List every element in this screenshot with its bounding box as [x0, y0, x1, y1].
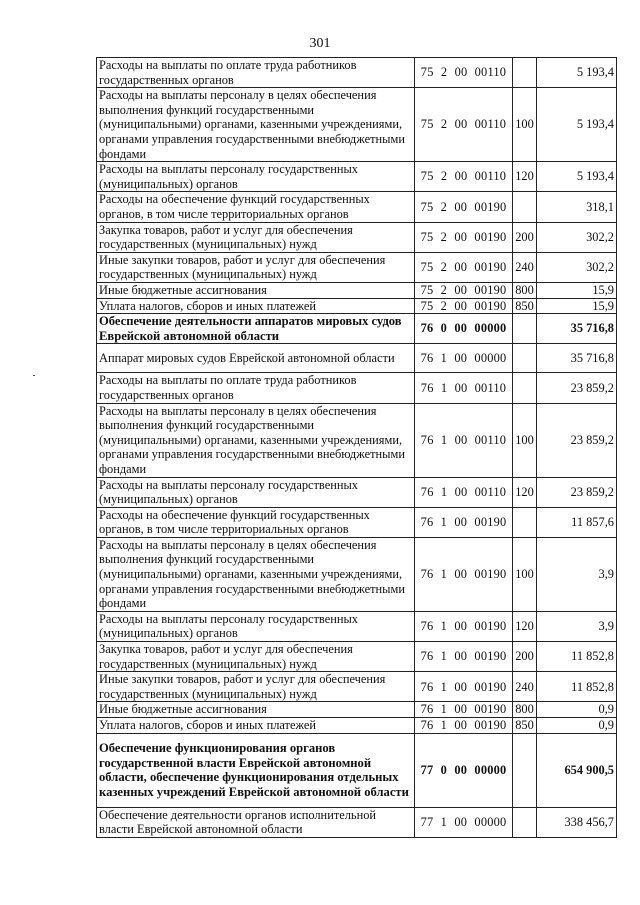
sum-cell: 5 193,4: [537, 162, 617, 192]
expense-type-cell: 100: [513, 403, 537, 477]
table-row: [97, 252, 617, 282]
name-cell: Расходы на выплаты персоналу в целях обеспечения выполнения функций государственными (муниципальными) органами, казенными учреждениями, органами управления государственными внебюджетными фондами: [97, 403, 415, 477]
expense-type-cell: 120: [513, 611, 537, 641]
sum-cell: 3,9: [537, 537, 617, 611]
sum-cell: 3,9: [537, 611, 617, 641]
code-cell: 76 1 00 00190: [415, 611, 513, 641]
expense-type-cell: [513, 192, 537, 222]
code-cell: 75 2 00 00190: [415, 252, 513, 282]
table-row: [97, 702, 617, 718]
code-cell: 75 2 00 00190: [415, 282, 513, 298]
code-cell: 76 1 00 00110: [415, 403, 513, 477]
scan-speck: [33, 375, 35, 376]
expense-type-cell: [513, 507, 537, 537]
code-cell: 76 1 00 00190: [415, 537, 513, 611]
name-cell: Уплата налогов, сборов и иных платежей: [97, 298, 415, 314]
name-cell: Расходы на выплаты по оплате труда работников государственных органов: [97, 373, 415, 403]
table-row: [97, 807, 617, 837]
sum-cell: 35 716,8: [537, 344, 617, 373]
expense-type-cell: [513, 344, 537, 373]
code-cell: 77 1 00 00000: [415, 807, 513, 837]
code-cell: 76 1 00 00190: [415, 642, 513, 672]
sum-cell: 35 716,8: [537, 314, 617, 344]
name-cell: Расходы на выплаты персоналу в целях обеспечения выполнения функций государственными (муниципальными) органами, казенными учреждениями, органами управления государственными внебюджетными фондами: [97, 88, 415, 162]
sum-cell: 15,9: [537, 282, 617, 298]
sum-cell: 23 859,2: [537, 403, 617, 477]
sum-cell: 23 859,2: [537, 477, 617, 507]
expense-type-cell: [513, 733, 537, 807]
expense-type-cell: 800: [513, 702, 537, 718]
code-cell: 75 2 00 00190: [415, 222, 513, 252]
sum-cell: 0,9: [537, 718, 617, 734]
table-row: [97, 88, 617, 162]
sum-cell: 15,9: [537, 298, 617, 314]
table-row: [97, 611, 617, 641]
table-row: [97, 507, 617, 537]
name-cell: Уплата налогов, сборов и иных платежей: [97, 718, 415, 734]
table-row: [97, 192, 617, 222]
sum-cell: 0,9: [537, 702, 617, 718]
name-cell: Закупка товаров, работ и услуг для обеспечения государственных (муниципальных) нужд: [97, 642, 415, 672]
expense-type-cell: 100: [513, 88, 537, 162]
expense-type-cell: 120: [513, 162, 537, 192]
table-row: [97, 58, 617, 88]
code-cell: 76 1 00 00000: [415, 344, 513, 373]
code-cell: 76 1 00 00190: [415, 672, 513, 702]
table-row: [97, 537, 617, 611]
name-cell: Расходы на выплаты персоналу в целях обеспечения выполнения функций государственными (муниципальными) органами, казенными учреждениями, органами управления государственными внебюджетными фондами: [97, 537, 415, 611]
expense-type-cell: 200: [513, 642, 537, 672]
table-row: [97, 373, 617, 403]
table-row: [97, 222, 617, 252]
table-row: [97, 344, 617, 373]
expense-type-cell: [513, 807, 537, 837]
code-cell: 75 2 00 00190: [415, 298, 513, 314]
sum-cell: 318,1: [537, 192, 617, 222]
expense-type-cell: 850: [513, 718, 537, 734]
expense-type-cell: 120: [513, 477, 537, 507]
name-cell: Обеспечение функционирования органов государственной власти Еврейской автономной области, обеспечение функционирования отдельных казенных учреждений Еврейской автономной области: [97, 733, 415, 807]
code-cell: 77 0 00 00000: [415, 733, 513, 807]
name-cell: Иные закупки товаров, работ и услуг для обеспечения государственных (муниципальных) нужд: [97, 252, 415, 282]
table-row: [97, 162, 617, 192]
code-cell: 76 1 00 00190: [415, 702, 513, 718]
name-cell: Иные бюджетные ассигнования: [97, 702, 415, 718]
sum-cell: 5 193,4: [537, 58, 617, 88]
name-cell: Расходы на выплаты по оплате труда работников государственных органов: [97, 58, 415, 88]
table-row: [97, 642, 617, 672]
table-row: [97, 282, 617, 298]
name-cell: Расходы на выплаты персоналу государственных (муниципальных) органов: [97, 477, 415, 507]
table-row: [97, 298, 617, 314]
expense-type-cell: [513, 373, 537, 403]
expense-type-cell: 200: [513, 222, 537, 252]
expense-type-cell: 240: [513, 672, 537, 702]
name-cell: Аппарат мировых судов Еврейской автономной области: [97, 344, 415, 373]
sum-cell: 11 857,6: [537, 507, 617, 537]
code-cell: 75 2 00 00110: [415, 88, 513, 162]
code-cell: 76 1 00 00110: [415, 373, 513, 403]
name-cell: Обеспечение деятельности органов исполнительной власти Еврейской автономной области: [97, 807, 415, 837]
table-row: [97, 733, 617, 807]
name-cell: Закупка товаров, работ и услуг для обеспечения государственных (муниципальных) нужд: [97, 222, 415, 252]
code-cell: 75 2 00 00190: [415, 192, 513, 222]
sum-cell: 338 456,7: [537, 807, 617, 837]
budget-table-body: [97, 58, 617, 838]
sum-cell: 11 852,8: [537, 642, 617, 672]
name-cell: Расходы на выплаты персоналу государственных (муниципальных) органов: [97, 162, 415, 192]
name-cell: Расходы на выплаты персоналу государственных (муниципальных) органов: [97, 611, 415, 641]
name-cell: Расходы на обеспечение функций государственных органов, в том числе территориальных органов: [97, 507, 415, 537]
sum-cell: 302,2: [537, 252, 617, 282]
sum-cell: 23 859,2: [537, 373, 617, 403]
page-number: 301: [309, 36, 331, 51]
expense-type-cell: 100: [513, 537, 537, 611]
expense-type-cell: 800: [513, 282, 537, 298]
expense-type-cell: 240: [513, 252, 537, 282]
sum-cell: 302,2: [537, 222, 617, 252]
table-row: [97, 314, 617, 344]
name-cell: Иные закупки товаров, работ и услуг для обеспечения государственных (муниципальных) нужд: [97, 672, 415, 702]
sum-cell: 11 852,8: [537, 672, 617, 702]
name-cell: Иные бюджетные ассигнования: [97, 282, 415, 298]
table-row: [97, 718, 617, 734]
table-row: [97, 477, 617, 507]
table-row: [97, 403, 617, 477]
code-cell: 76 1 00 00110: [415, 477, 513, 507]
code-cell: 76 1 00 00190: [415, 718, 513, 734]
budget-table: [96, 57, 617, 838]
code-cell: 76 0 00 00000: [415, 314, 513, 344]
expense-type-cell: [513, 314, 537, 344]
code-cell: 75 2 00 00110: [415, 162, 513, 192]
expense-type-cell: 850: [513, 298, 537, 314]
code-cell: 75 2 00 00110: [415, 58, 513, 88]
code-cell: 76 1 00 00190: [415, 507, 513, 537]
name-cell: Расходы на обеспечение функций государственных органов, в том числе территориальных органов: [97, 192, 415, 222]
sum-cell: 5 193,4: [537, 88, 617, 162]
sum-cell: 654 900,5: [537, 733, 617, 807]
expense-type-cell: [513, 58, 537, 88]
name-cell: Обеспечение деятельности аппаратов мировых судов Еврейской автономной области: [97, 314, 415, 344]
table-row: [97, 672, 617, 702]
